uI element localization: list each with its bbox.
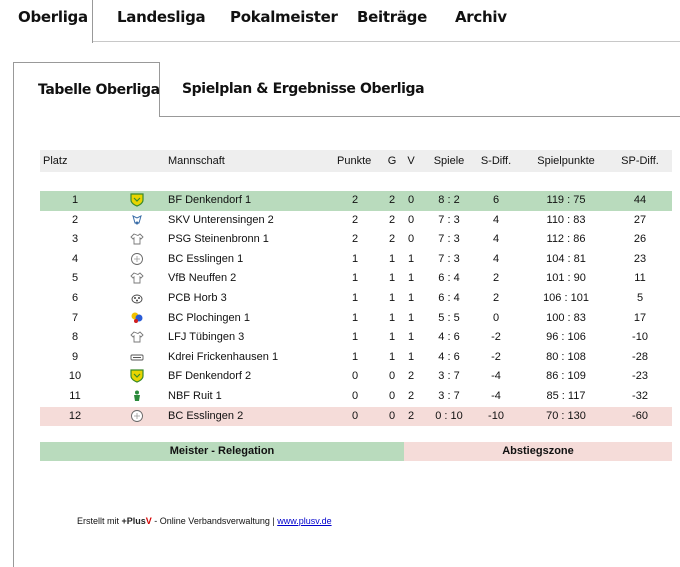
cell-platz: 8 (71, 331, 79, 344)
header-platz: Platz (43, 155, 68, 167)
cell-mannschaft: VfB Neuffen 2 (168, 272, 237, 285)
cell-platz: 12 (68, 409, 82, 422)
cell-platz: 4 (71, 252, 79, 265)
cell-platz: 7 (71, 311, 79, 324)
cell-v: 1 (407, 311, 415, 324)
cell-spielpunkte: 85 : 117 (546, 390, 586, 402)
legend-meister-relegation: Meister - Relegation (40, 442, 404, 461)
cell-g: 1 (388, 331, 396, 344)
header-v: V (407, 155, 415, 167)
cell-spielpunkte: 110 : 83 (546, 213, 586, 226)
cell-spdiff: 27 (633, 213, 647, 226)
cell-mannschaft: Kdrei Frickenhausen 1 (168, 350, 279, 363)
footer-brand-plus: +Plus (121, 516, 146, 526)
table-row (40, 328, 672, 348)
footer-brand-v: V (145, 516, 152, 526)
cell-punkte: 0 (351, 370, 359, 383)
cell-mannschaft: BF Denkendorf 1 (168, 194, 252, 206)
cell-platz: 11 (69, 390, 81, 402)
cell-sdiff: 2 (492, 272, 500, 285)
subtab-spielplan-ergebnisse[interactable]: Spielplan & Ergebnisse Oberliga (182, 81, 425, 97)
cell-sdiff: 4 (492, 213, 500, 226)
cell-punkte: 1 (351, 292, 359, 304)
cell-v: 2 (407, 390, 415, 402)
cell-spdiff: -23 (632, 370, 648, 383)
cell-mannschaft: BC Esslingen 1 (168, 252, 244, 265)
cell-g: 1 (388, 292, 396, 304)
round-crest-icon (130, 252, 146, 269)
paw-crest-icon (130, 291, 146, 308)
cell-sdiff: -10 (488, 409, 504, 422)
yellow-green-crest-icon (130, 369, 146, 386)
round-crest-icon (130, 409, 146, 426)
top-navigation (0, 0, 680, 42)
cell-spielpunkte: 119 : 75 (546, 194, 586, 206)
cell-sdiff: -2 (491, 331, 501, 344)
cell-spiele: 7 : 3 (438, 252, 460, 265)
table-row (40, 367, 672, 387)
tab-landesliga[interactable]: Landesliga (117, 8, 206, 26)
cell-g: 0 (388, 409, 396, 422)
cell-g: 1 (388, 311, 396, 324)
shirt-icon (130, 330, 146, 347)
footer-prefix: Erstellt mit (77, 516, 122, 526)
cell-spielpunkte: 86 : 109 (546, 370, 586, 383)
cell-platz: 2 (71, 213, 79, 226)
blue-crest-icon (130, 213, 146, 230)
cell-punkte: 2 (351, 213, 359, 226)
cell-mannschaft: BF Denkendorf 2 (168, 370, 252, 383)
cell-mannschaft: SKV Unterensingen 2 (168, 213, 274, 226)
cell-spiele: 7 : 3 (438, 233, 460, 246)
legend-abstiegszone: Abstiegszone (404, 442, 672, 461)
cell-spielpunkte: 100 : 83 (546, 311, 586, 324)
cell-spdiff: 17 (633, 311, 647, 324)
yellow-green-crest-icon (130, 193, 146, 210)
cell-spdiff: -60 (632, 409, 648, 422)
cell-mannschaft: PCB Horb 3 (168, 292, 227, 304)
cell-punkte: 0 (351, 390, 359, 402)
cell-mannschaft: BC Plochingen 1 (168, 311, 250, 324)
header-spiele: Spiele (433, 155, 465, 167)
cell-punkte: 1 (351, 252, 359, 265)
cell-sdiff: 0 (492, 311, 500, 324)
cell-sdiff: -4 (491, 370, 501, 383)
cell-sdiff: -4 (491, 390, 501, 402)
table-row (40, 250, 672, 270)
cell-spiele: 6 : 4 (438, 272, 460, 285)
cell-spdiff: 23 (633, 252, 647, 265)
cell-g: 0 (388, 390, 396, 402)
table-row (40, 211, 672, 231)
cell-spiele: 4 : 6 (438, 350, 460, 363)
header-spielpunkte: Spielpunkte (537, 155, 595, 167)
cell-spiele: 0 : 10 (435, 409, 463, 422)
cell-g: 2 (388, 233, 396, 246)
cell-spielpunkte: 96 : 106 (546, 331, 586, 344)
footer (77, 516, 332, 526)
header-g: G (387, 155, 397, 167)
table-row (40, 309, 672, 329)
tab-oberliga[interactable]: Oberliga (0, 0, 93, 43)
cell-v: 2 (407, 409, 415, 422)
cell-punkte: 1 (351, 272, 359, 285)
header-mannschaft: Mannschaft (168, 155, 225, 167)
cell-v: 0 (407, 233, 415, 246)
cell-g: 2 (388, 213, 396, 226)
cell-spdiff: 5 (636, 292, 644, 304)
cell-punkte: 0 (351, 409, 359, 422)
table-row (40, 269, 672, 289)
cell-platz: 1 (71, 194, 79, 206)
cell-g: 2 (388, 194, 396, 206)
cell-spielpunkte: 101 : 90 (546, 272, 586, 285)
cell-punkte: 2 (351, 194, 359, 206)
cell-spielpunkte: 70 : 130 (546, 409, 586, 422)
cell-v: 1 (407, 350, 415, 363)
cell-spiele: 5 : 5 (438, 311, 460, 324)
shirt-icon (130, 271, 146, 288)
cell-spdiff: -28 (632, 350, 648, 363)
cell-platz: 10 (68, 370, 82, 383)
cell-v: 0 (407, 194, 415, 206)
footer-middle: - Online Verbandsverwaltung | (151, 516, 278, 526)
cell-sdiff: -2 (491, 350, 501, 363)
cell-spiele: 6 : 4 (438, 292, 460, 304)
header-sdiff: S-Diff. (480, 155, 512, 167)
cell-spiele: 7 : 3 (438, 213, 460, 226)
cell-spielpunkte: 112 : 86 (546, 233, 586, 246)
cell-g: 0 (388, 370, 396, 383)
header-spdiff: SP-Diff. (621, 155, 659, 167)
cell-platz: 6 (71, 292, 79, 304)
cell-mannschaft: PSG Steinenbronn 1 (168, 233, 269, 246)
subtab-divider (160, 116, 680, 117)
subtab-tabelle-oberliga[interactable]: Tabelle Oberliga (13, 62, 160, 117)
cell-sdiff: 2 (492, 292, 500, 304)
table-row (40, 407, 672, 427)
cell-sdiff: 6 (492, 194, 500, 206)
panel-border (13, 117, 14, 567)
cell-spielpunkte: 104 : 81 (546, 252, 586, 265)
zone-legend (40, 442, 672, 461)
cell-spielpunkte: 80 : 108 (546, 350, 586, 363)
table-header (40, 150, 672, 172)
shirt-icon (130, 232, 146, 249)
cell-platz: 5 (71, 272, 79, 285)
cell-spdiff: 26 (633, 233, 647, 246)
cell-mannschaft: BC Esslingen 2 (168, 409, 244, 422)
table-row (40, 348, 672, 368)
cell-punkte: 1 (351, 311, 359, 324)
tab-beitraege[interactable]: Beiträge (357, 8, 427, 26)
colored-balls-icon (130, 311, 146, 328)
table-row (40, 289, 672, 309)
cell-v: 1 (407, 331, 415, 344)
cell-v: 1 (407, 252, 415, 265)
table-row (40, 387, 672, 407)
wide-logo-icon (130, 350, 146, 367)
cell-sdiff: 4 (492, 252, 500, 265)
cell-spdiff: 44 (633, 194, 647, 206)
cell-mannschaft: NBF Ruit 1 (168, 390, 222, 402)
cell-punkte: 2 (351, 233, 359, 246)
cell-v: 1 (407, 292, 415, 304)
cell-punkte: 1 (351, 331, 359, 344)
cell-platz: 3 (71, 233, 79, 246)
header-punkte: Punkte (337, 155, 372, 167)
cell-g: 1 (388, 272, 396, 285)
cell-platz: 9 (71, 350, 79, 363)
footer-link[interactable]: www.plusv.de (277, 516, 332, 526)
tab-pokalmeister[interactable]: Pokalmeister (230, 8, 338, 26)
cell-v: 2 (407, 370, 415, 383)
cell-spiele: 4 : 6 (438, 331, 460, 344)
green-figure-icon (130, 389, 146, 406)
cell-spiele: 3 : 7 (438, 370, 460, 383)
cell-punkte: 1 (351, 350, 359, 363)
cell-g: 1 (388, 252, 396, 265)
cell-v: 0 (407, 213, 415, 226)
cell-v: 1 (407, 272, 415, 285)
table-row (40, 230, 672, 250)
cell-spiele: 8 : 2 (438, 194, 460, 206)
cell-sdiff: 4 (492, 233, 500, 246)
cell-spdiff: 11 (634, 272, 646, 285)
cell-spdiff: -32 (632, 390, 648, 402)
tab-archiv[interactable]: Archiv (455, 8, 507, 26)
cell-spdiff: -10 (632, 331, 648, 344)
cell-spiele: 3 : 7 (438, 390, 460, 402)
table-row (40, 191, 672, 211)
cell-mannschaft: LFJ Tübingen 3 (168, 331, 245, 344)
cell-g: 1 (388, 350, 396, 363)
cell-spielpunkte: 106 : 101 (543, 292, 589, 304)
